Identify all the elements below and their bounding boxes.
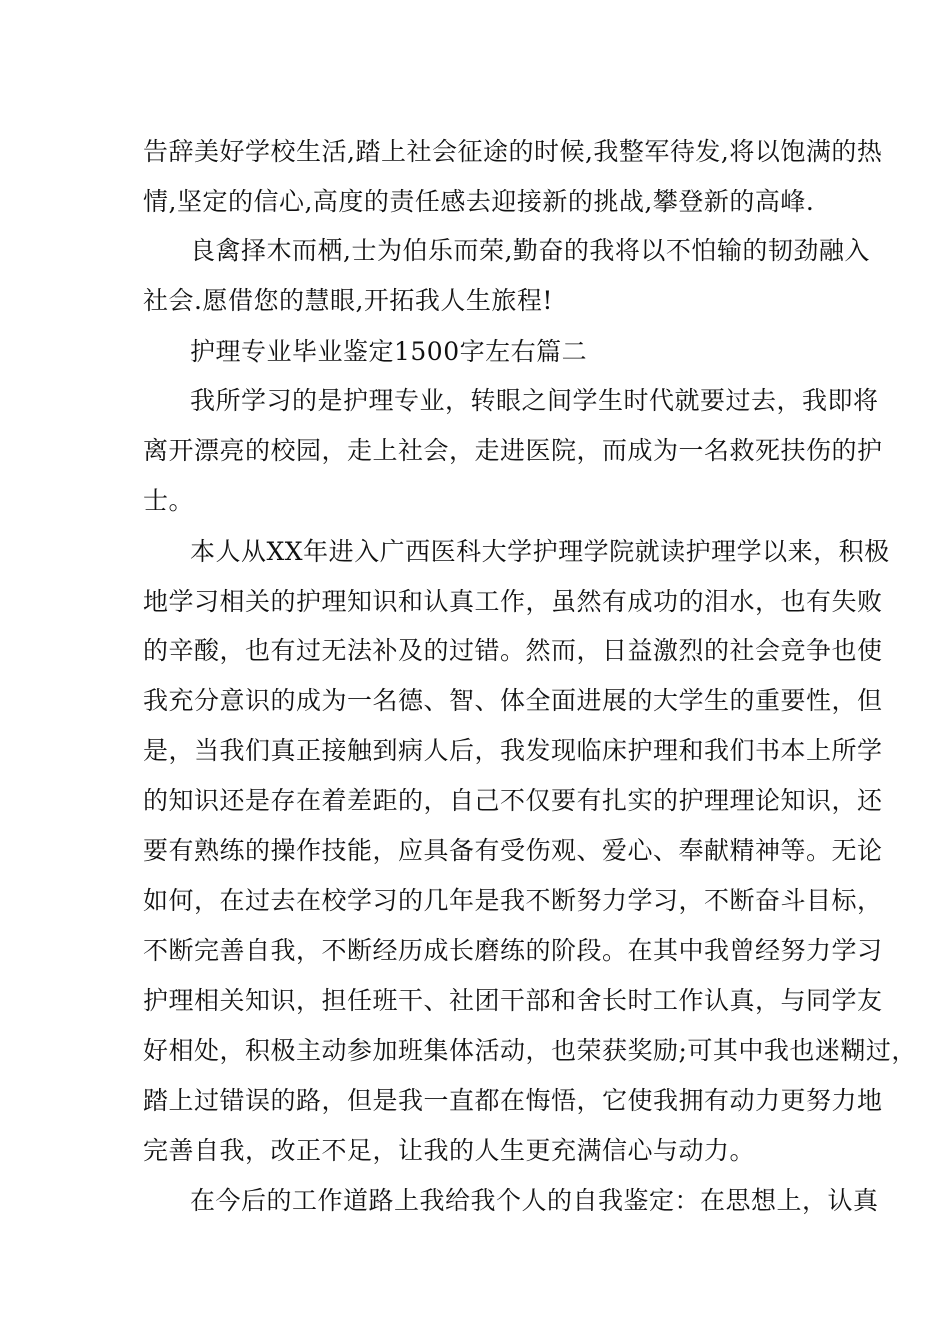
text-line: 如何，在过去在校学习的几年是我不断努力学习，不断奋斗目标， (143, 886, 883, 915)
text-line: 的辛酸，也有过无法补及的过错。然而，日益激烈的社会竞争也使 (143, 636, 883, 665)
text-line: 良禽择木而栖,士为伯乐而荣,勤奋的我将以不怕输的韧劲融入 (190, 236, 870, 265)
text-line: 在今后的工作道路上我给我个人的自我鉴定：在思想上，认真 (190, 1186, 879, 1215)
text-line: 护理相关知识，担任班干、社团干部和舍长时工作认真，与同学友 (143, 986, 883, 1015)
text-line: 本人从XX年进入广西医科大学护理学院就读护理学以来，积极 (190, 537, 890, 566)
text-line: 是，当我们真正接触到病人后，我发现临床护理和我们书本上所学 (143, 736, 883, 765)
text-line: 踏上过错误的路，但是我一直都在悔悟，它使我拥有动力更努力地 (143, 1086, 883, 1115)
text-line: 要有熟练的操作技能，应具备有受伤观、爱心、奉献精神等。无论 (143, 836, 883, 865)
text-line: 我所学习的是护理专业，转眼之间学生时代就要过去，我即将 (190, 386, 879, 415)
text-line: 士。 (143, 486, 195, 515)
text-line: 不断完善自我，不断经历成长磨练的阶段。在其中我曾经努力学习 (143, 936, 883, 965)
text-line: 地学习相关的护理知识和认真工作，虽然有成功的泪水，也有失败 (143, 587, 883, 616)
text-line: 我充分意识的成为一名德、智、体全面进展的大学生的重要性，但 (143, 686, 883, 715)
text-line: 的知识还是存在着差距的，自己不仅要有扎实的护理理论知识，还 (143, 786, 883, 815)
text-line: 离开漂亮的校园，走上社会，走进医院，而成为一名救死扶伤的护 (143, 436, 883, 465)
text-line: 告辞美好学校生活,踏上社会征途的时候,我整军待发,将以饱满的热 (143, 137, 883, 166)
text-line: 完善自我，改正不足，让我的人生更充满信心与动力。 (143, 1136, 756, 1165)
text-line: 好相处，积极主动参加班集体活动，也荣获奖励;可其中我也迷糊过， (143, 1036, 917, 1065)
text-line: 情,坚定的信心,高度的责任感去迎接新的挑战,攀登新的高峰. (143, 187, 815, 216)
text-line: 社会.愿借您的慧眼,开拓我人生旅程! (143, 286, 553, 315)
section-heading: 护理专业毕业鉴定1500字左右篇二 (190, 337, 588, 366)
